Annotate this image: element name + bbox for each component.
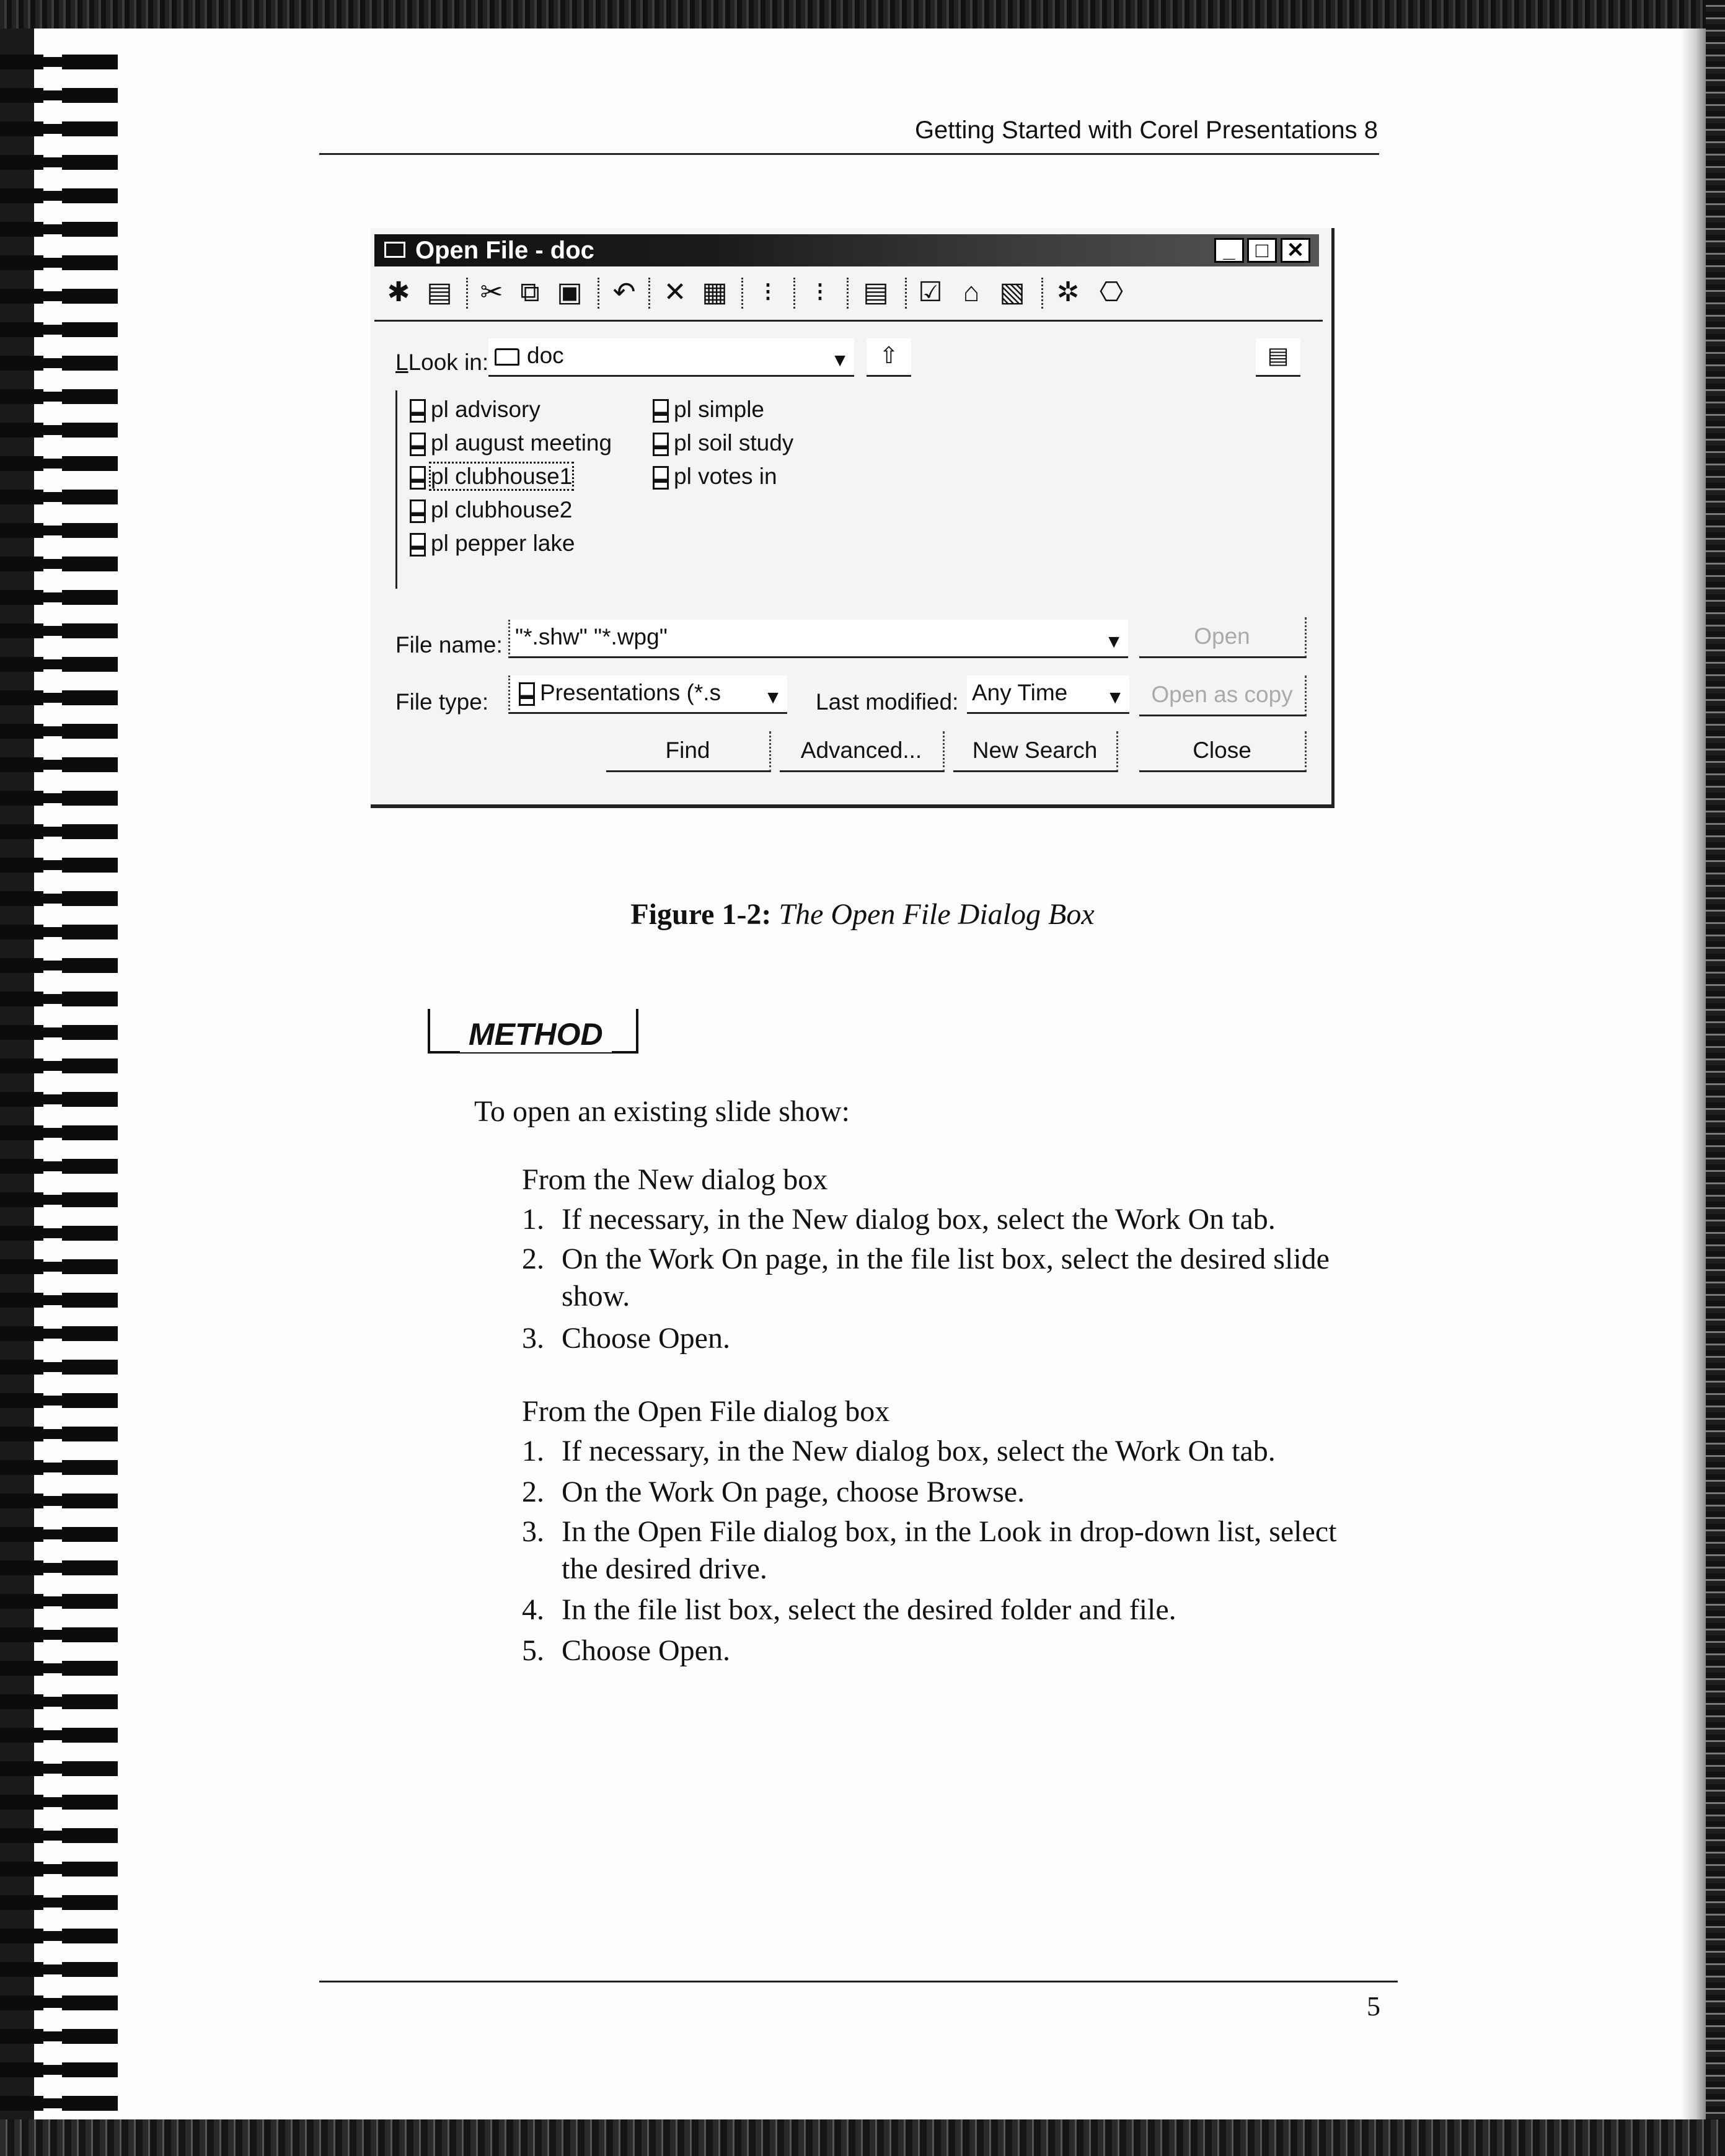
view-menu-button[interactable]: ▤ <box>1256 338 1300 377</box>
look-in-dropdown[interactable] <box>488 338 854 377</box>
list-item: 3. In the Open File dialog box, in the Look in drop-down list, select the desired drive. <box>522 1515 1337 1585</box>
open-as-copy-button[interactable]: Open as copy <box>1139 675 1307 716</box>
chevron-down-icon: ▼ <box>1106 687 1124 708</box>
document-icon <box>410 399 426 423</box>
list-item[interactable]: pl clubhouse2 <box>410 495 572 526</box>
file-name-value: "*.shw" "*.wpg" <box>515 624 668 649</box>
last-modified-dropdown[interactable] <box>967 675 1129 714</box>
document-icon <box>410 433 426 456</box>
last-modified-label: Last modified: <box>816 689 959 715</box>
advanced-button[interactable]: Advanced... <box>780 731 945 772</box>
list-item[interactable]: pl votes in <box>653 461 777 492</box>
scan-border-bottom <box>0 2119 1725 2156</box>
chevron-down-icon: ▼ <box>1105 631 1123 652</box>
file-list[interactable] <box>395 390 1308 589</box>
toolbar-separator <box>466 278 468 309</box>
page-edge-shadow <box>1681 29 1706 2119</box>
copy-icon[interactable]: ⧉ <box>520 277 540 307</box>
last-modified-value: Any Time <box>972 680 1068 705</box>
list-view-icon[interactable]: ⁝ <box>764 277 772 307</box>
help-icon[interactable]: ⎔ <box>1099 277 1124 307</box>
chevron-down-icon: ▼ <box>831 350 849 371</box>
list-item[interactable]: pl advisory <box>410 394 540 425</box>
chevron-down-icon: ▼ <box>764 687 782 708</box>
file-name-input[interactable] <box>508 620 1128 658</box>
new-folder-icon[interactable]: ✱ <box>387 277 410 307</box>
toolbar-separator <box>793 278 795 309</box>
toolbar-separator <box>847 278 849 309</box>
network-icon[interactable]: ✲ <box>1056 277 1080 307</box>
details-view-icon[interactable]: ⁝ <box>816 277 824 307</box>
list-item[interactable]: pl pepper lake <box>410 528 575 559</box>
list-item: 2. On the Work On page, in the file list box, select the desired slide show. <box>522 1243 1330 1313</box>
scan-border-right <box>1706 0 1725 2156</box>
look-in-value: doc <box>527 343 564 368</box>
scan-border-top <box>0 0 1725 29</box>
look-in-label: LLook in: <box>395 350 489 375</box>
dialog-title: Open File - doc <box>415 237 594 264</box>
new-search-button[interactable]: New Search <box>953 731 1118 772</box>
toolbar-divider <box>374 320 1323 322</box>
figure-caption <box>0 897 1725 931</box>
folder-open-icon[interactable]: ⌂ <box>963 277 980 307</box>
spiral-binding <box>0 43 118 2119</box>
folder-icon <box>495 348 519 366</box>
undo-icon[interactable]: ↶ <box>612 277 636 307</box>
cut-icon[interactable]: ✂ <box>480 277 503 307</box>
document-icon <box>653 466 669 490</box>
group-title: From the Open File dialog box <box>522 1395 890 1428</box>
preview-icon[interactable]: ▤ <box>863 277 889 307</box>
close-button[interactable]: Close <box>1139 731 1307 772</box>
up-one-level-button[interactable]: ⇧ <box>867 338 911 377</box>
figure-title: The Open File Dialog Box <box>779 898 1095 931</box>
intro-text: To open an existing slide show: <box>474 1095 850 1128</box>
paste-icon[interactable]: ▣ <box>557 277 583 307</box>
find-button[interactable]: Find <box>606 731 771 772</box>
running-head: Getting Started with Corel Presentations 8 <box>914 117 1378 144</box>
folder-check-icon[interactable]: ☑ <box>918 277 943 307</box>
group-title: From the New dialog box <box>522 1163 828 1196</box>
toolbar-separator <box>905 278 907 309</box>
list-item[interactable]: pl august meeting <box>410 428 612 459</box>
list-item: 1. If necessary, in the New dialog box, select the Work On tab. <box>522 1435 1276 1467</box>
file-type-value: Presentations (*.s <box>540 680 721 705</box>
document-icon <box>410 533 426 557</box>
open-button[interactable]: Open <box>1139 617 1307 658</box>
minimize-button[interactable]: _ <box>1214 238 1244 263</box>
file-type-label: File type: <box>395 689 489 715</box>
file-name-label: File name: <box>395 632 503 658</box>
list-item-selected[interactable]: pl clubhouse1 <box>410 461 572 492</box>
file-type-dropdown[interactable] <box>508 675 787 714</box>
window-icon <box>384 242 405 258</box>
maximize-button[interactable]: □ <box>1247 238 1277 263</box>
list-item: 5. Choose Open. <box>522 1634 730 1667</box>
delete-icon[interactable]: ✕ <box>663 277 687 307</box>
method-heading: METHOD <box>460 1016 612 1052</box>
document-icon <box>410 466 426 490</box>
list-item[interactable]: pl simple <box>653 394 764 425</box>
list-item: 3. Choose Open. <box>522 1322 730 1355</box>
toolbar-separator <box>741 278 743 309</box>
header-rule <box>319 153 1379 155</box>
list-item: 4. In the file list box, select the desired folder and file. <box>522 1593 1176 1626</box>
toolbar-separator <box>648 278 650 309</box>
dialog-titlebar[interactable] <box>374 234 1319 266</box>
close-window-button[interactable]: ✕ <box>1281 238 1310 263</box>
document-icon <box>653 433 669 456</box>
list-item: 1. If necessary, in the New dialog box, select the Work On tab. <box>522 1203 1276 1236</box>
toolbar-separator <box>598 278 599 309</box>
open-file-dialog <box>371 228 1335 808</box>
new-file-icon[interactable]: ▤ <box>426 277 452 307</box>
document-icon <box>410 499 426 523</box>
presentation-icon <box>519 682 535 706</box>
page-number: 5 <box>1367 1991 1380 2022</box>
properties-icon[interactable]: ▦ <box>702 277 728 307</box>
footer-rule <box>319 1981 1398 1982</box>
document-icon <box>653 399 669 423</box>
list-item: 2. On the Work On page, choose Browse. <box>522 1476 1025 1508</box>
folder-image-icon[interactable]: ▧ <box>999 277 1025 307</box>
toolbar-separator <box>1041 278 1043 309</box>
list-item[interactable]: pl soil study <box>653 428 793 459</box>
dialog-toolbar <box>381 271 1317 315</box>
figure-label: Figure 1-2: <box>630 898 772 931</box>
